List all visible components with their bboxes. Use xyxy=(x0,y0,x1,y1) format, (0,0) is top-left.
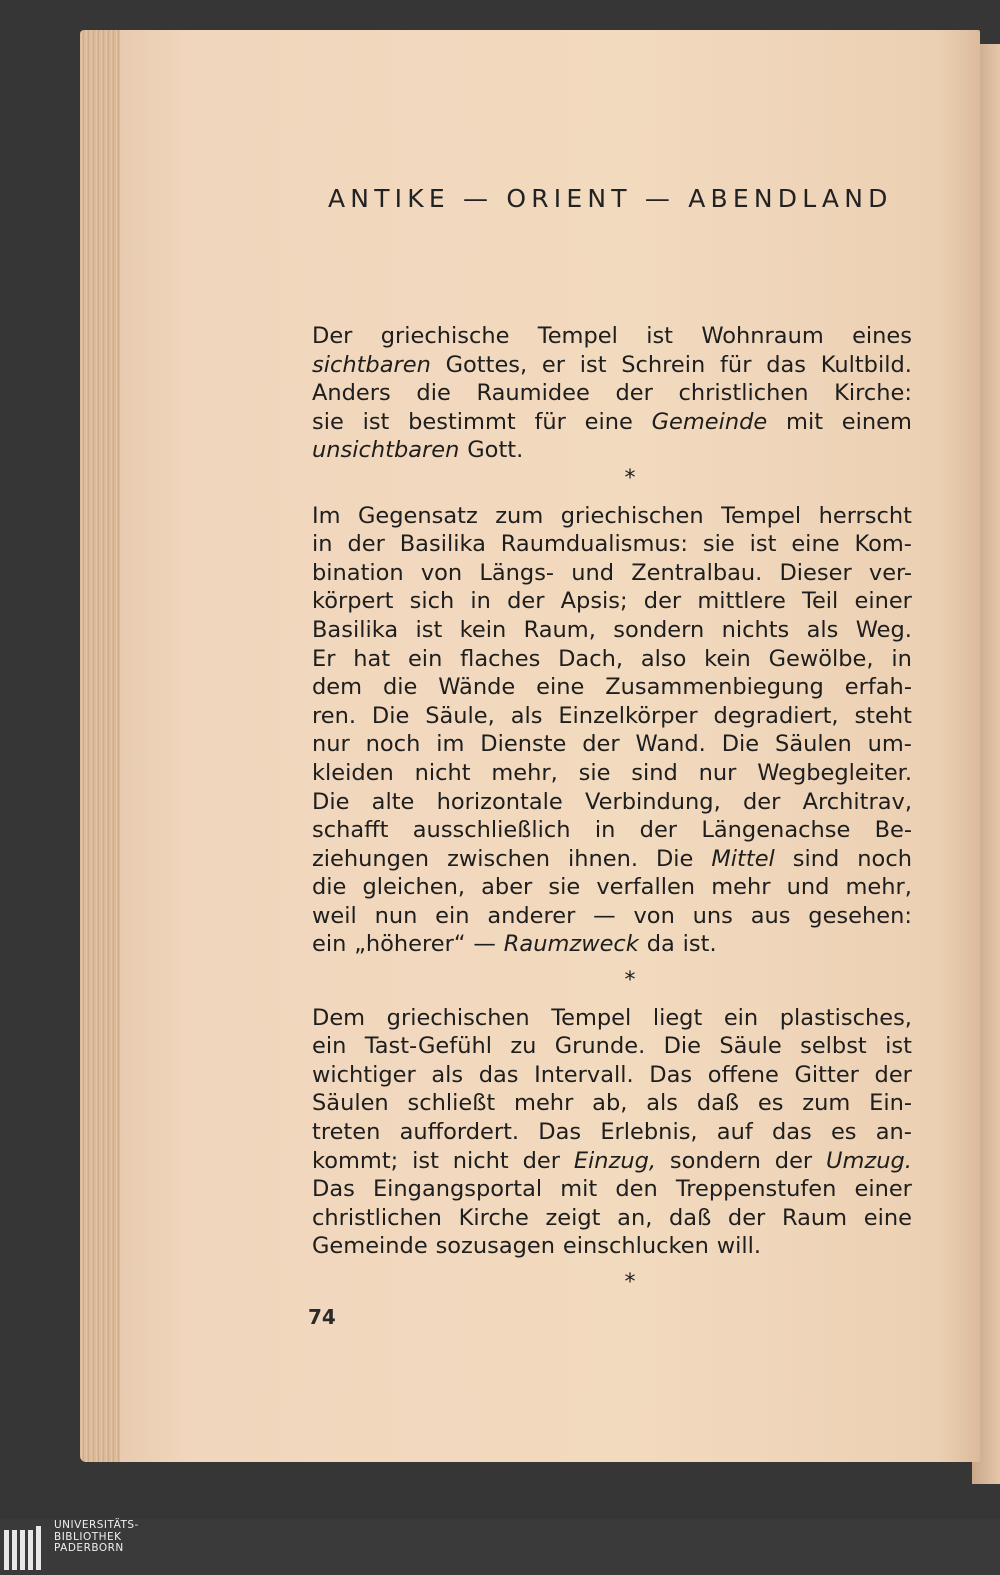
word: Wegbegleiter. xyxy=(757,759,912,786)
word: Die xyxy=(655,845,694,872)
word: und xyxy=(786,874,830,901)
word: Grunde. xyxy=(554,1033,646,1060)
word: ziehungen xyxy=(312,845,430,872)
word: mehr, xyxy=(491,759,558,786)
word: ein xyxy=(312,931,347,958)
word: der xyxy=(874,1061,912,1088)
word: für xyxy=(720,351,752,378)
word: daß xyxy=(696,1090,740,1117)
word: mehr xyxy=(514,1090,574,1117)
text-line xyxy=(312,730,912,759)
word: nur xyxy=(698,759,737,786)
word: Raum xyxy=(781,1204,848,1231)
word: Intervall. xyxy=(534,1061,634,1088)
word: die xyxy=(312,874,347,901)
body-text xyxy=(312,322,912,1298)
word: in xyxy=(594,817,616,844)
word: eine xyxy=(863,1204,912,1231)
word: ihnen. xyxy=(567,845,638,872)
word: Tast-Gefühl xyxy=(364,1033,492,1060)
text-line xyxy=(312,1061,912,1090)
word: Ein- xyxy=(869,1090,912,1117)
word: der xyxy=(507,588,545,615)
word: noch xyxy=(857,845,912,872)
word: sondern xyxy=(613,616,705,643)
word: ist xyxy=(362,408,390,435)
word: Längs- xyxy=(479,559,555,586)
text-line xyxy=(312,645,912,674)
word: nun xyxy=(374,902,418,929)
word: verfallen xyxy=(596,874,696,901)
word: „höherer“ xyxy=(354,931,466,958)
word: Die xyxy=(663,1033,701,1060)
word: einschlucken xyxy=(562,1233,709,1260)
word: hat xyxy=(353,645,391,672)
word: — xyxy=(593,902,616,929)
word: ein xyxy=(312,1033,347,1060)
word: kein xyxy=(704,645,751,672)
word: ausschließlich xyxy=(412,817,571,844)
word: Die xyxy=(312,788,350,815)
word: griechischen xyxy=(560,502,704,529)
word: eines xyxy=(852,323,912,349)
section-separator: * xyxy=(624,1270,636,1295)
word: Mittel xyxy=(711,845,775,872)
word: sondern xyxy=(669,1147,761,1174)
word: Erlebnis, xyxy=(600,1119,698,1146)
word: den xyxy=(615,1176,658,1203)
word: sie xyxy=(548,874,581,901)
word: ist xyxy=(415,616,443,643)
logo-line-3: PADERBORN xyxy=(54,1542,124,1554)
word: einer xyxy=(854,1176,912,1203)
word: Tempel xyxy=(537,323,618,349)
word: Kultbild. xyxy=(820,351,912,378)
text-line xyxy=(312,1089,912,1118)
word: aber xyxy=(481,874,533,901)
word: kleiden xyxy=(312,759,394,786)
word: Kom- xyxy=(854,531,912,558)
word: Apsis; xyxy=(560,588,628,615)
word: einem xyxy=(841,408,912,435)
word: ein xyxy=(435,902,470,929)
word: sie xyxy=(312,408,344,435)
library-logo-icon xyxy=(4,1522,48,1570)
word: Gottes, xyxy=(445,351,528,378)
page-number: 74 xyxy=(308,1305,336,1329)
logo-line-1: UNIVERSITÄTS- xyxy=(54,1519,139,1531)
word: Raum, xyxy=(523,616,596,643)
text-line xyxy=(312,502,912,531)
text-line xyxy=(312,788,912,817)
word: der xyxy=(639,817,678,844)
word: daß xyxy=(669,1204,712,1231)
word: Wände xyxy=(438,674,516,701)
word: Das xyxy=(649,1061,693,1088)
word: zu xyxy=(510,1033,537,1060)
word: nicht xyxy=(452,1147,509,1174)
word: ist xyxy=(579,351,607,378)
word: in xyxy=(891,645,912,672)
word: Zentralbau. xyxy=(631,559,763,586)
word: selbst xyxy=(800,1033,867,1060)
word: ren. xyxy=(312,702,357,729)
word: er xyxy=(541,351,565,378)
word: Das xyxy=(538,1119,582,1146)
paragraph-2 xyxy=(312,502,912,960)
word: mit xyxy=(560,1176,598,1203)
text-line xyxy=(312,1204,912,1233)
word: Im xyxy=(312,502,341,529)
word: sozusagen xyxy=(435,1233,556,1260)
word: bestimmt xyxy=(408,408,516,435)
text-line xyxy=(312,616,912,645)
word: Kirche: xyxy=(834,380,912,407)
word: das xyxy=(478,1061,519,1088)
word: ist xyxy=(885,1033,912,1060)
word: kommt; xyxy=(312,1147,399,1174)
word: flaches xyxy=(460,645,541,672)
section-separator: * xyxy=(624,968,636,994)
word: nichts xyxy=(721,616,790,643)
word: sie xyxy=(578,759,611,786)
word: Anders xyxy=(312,380,391,407)
word: Dienste xyxy=(480,731,567,758)
word: noch xyxy=(365,731,421,758)
word: Die xyxy=(371,702,410,729)
word: an- xyxy=(875,1119,912,1146)
word: sich xyxy=(409,588,455,615)
word: ein xyxy=(407,645,443,672)
word: Umzug. xyxy=(826,1147,912,1174)
word: zum xyxy=(495,502,544,529)
word: nicht xyxy=(414,759,471,786)
word: Tempel xyxy=(721,502,802,529)
word: ist xyxy=(749,531,777,558)
word: treten xyxy=(312,1119,381,1146)
word: für xyxy=(534,408,566,435)
word: kein xyxy=(459,616,507,643)
word: im xyxy=(436,731,465,758)
word: dem xyxy=(312,674,363,701)
word: mehr, xyxy=(845,874,912,901)
word: unsichtbaren xyxy=(312,437,460,464)
word: von xyxy=(633,902,675,929)
word: plastisches, xyxy=(779,1004,912,1031)
word: als xyxy=(510,702,543,729)
word: der xyxy=(743,788,781,815)
word: Eingangsportal xyxy=(372,1176,543,1203)
word: Säulen xyxy=(775,731,852,758)
text-line xyxy=(312,930,912,959)
word: die xyxy=(382,674,418,701)
word: erfah- xyxy=(844,674,912,701)
word: mittlere xyxy=(697,588,786,615)
text-line xyxy=(312,379,912,408)
word: Raumzweck xyxy=(503,931,639,958)
word: es xyxy=(830,1119,857,1146)
word: Das xyxy=(312,1176,355,1203)
word: zwischen xyxy=(447,845,550,872)
text-line xyxy=(312,587,912,616)
word: der xyxy=(582,731,620,758)
word: als xyxy=(806,616,839,643)
word: Zusammenbiegung xyxy=(605,674,824,701)
word: wichtiger xyxy=(312,1061,416,1088)
word: da xyxy=(646,931,675,958)
word: Säule xyxy=(719,1033,782,1060)
text-line xyxy=(312,408,912,437)
word: weil xyxy=(312,902,357,929)
word: Die xyxy=(721,731,760,758)
word: christlichen xyxy=(678,380,809,407)
running-head: ANTIKE — ORIENT — ABENDLAND xyxy=(328,184,893,213)
section-separator: * xyxy=(624,465,636,491)
word: Wohnraum xyxy=(701,323,824,349)
word: einer xyxy=(854,588,912,615)
word: uns xyxy=(692,902,733,929)
word: herrscht xyxy=(818,502,912,529)
word: mit xyxy=(786,408,824,435)
word: Be- xyxy=(874,817,912,844)
word: Tempel xyxy=(551,1004,632,1031)
word: aus xyxy=(750,902,791,929)
word: Säule, xyxy=(425,702,495,729)
word: eine xyxy=(791,531,840,558)
text-line xyxy=(312,351,912,380)
word: Schrein xyxy=(621,351,706,378)
text-line xyxy=(312,559,912,588)
footer-bar xyxy=(0,1519,1000,1575)
word: Raumdualismus: xyxy=(500,531,688,558)
word: sind xyxy=(792,845,840,872)
text-line xyxy=(312,1004,912,1033)
word: horizontale xyxy=(436,788,563,815)
word: sie xyxy=(702,531,735,558)
word: an, xyxy=(617,1204,653,1231)
word: Gewölbe, xyxy=(768,645,874,672)
word: Er xyxy=(312,645,336,672)
word: griechischen xyxy=(386,1004,530,1031)
word: bination xyxy=(312,559,404,586)
text-line xyxy=(312,1232,912,1261)
word: und xyxy=(571,559,615,586)
word: zum xyxy=(802,1090,851,1117)
word: von xyxy=(420,559,463,586)
word: Gemeinde xyxy=(312,1233,428,1260)
word: ab, xyxy=(592,1090,628,1117)
word: sind xyxy=(631,759,678,786)
text-line xyxy=(312,759,912,788)
word: der xyxy=(347,531,385,558)
word: als xyxy=(431,1061,464,1088)
word: degradiert, xyxy=(713,702,839,729)
word: der xyxy=(615,380,653,407)
word: schafft xyxy=(312,817,389,844)
word: Gemeinde xyxy=(651,408,768,435)
text-line xyxy=(312,1147,912,1176)
word: auf xyxy=(716,1119,753,1146)
word: der xyxy=(727,1204,766,1231)
word: Teil xyxy=(802,588,839,615)
word: Verbindung, xyxy=(584,788,721,815)
text-line xyxy=(312,1175,912,1204)
word: um- xyxy=(867,731,912,758)
word: sichtbaren xyxy=(312,351,431,378)
library-logo-text xyxy=(54,1520,139,1555)
word: griechische xyxy=(380,323,510,349)
word: Basilika xyxy=(399,531,486,558)
word: der xyxy=(774,1147,813,1174)
word: anderer xyxy=(487,902,576,929)
text-line xyxy=(312,816,912,845)
word: Gegensatz xyxy=(358,502,478,529)
word: Treppenstufen xyxy=(675,1176,837,1203)
word: liegt xyxy=(652,1004,703,1031)
text-line xyxy=(312,436,912,465)
word: es xyxy=(757,1090,784,1117)
word: gesehen: xyxy=(808,902,912,929)
word: eine xyxy=(584,408,633,435)
text-line xyxy=(312,530,912,559)
word: Dieser xyxy=(779,559,852,586)
word: die xyxy=(416,380,451,407)
word: der xyxy=(643,588,682,615)
text-line xyxy=(312,1032,912,1061)
word: mehr xyxy=(711,874,771,901)
text-line xyxy=(312,873,912,902)
word: Der xyxy=(312,323,353,349)
word: ist. xyxy=(682,931,717,958)
text-line xyxy=(312,902,912,931)
word: ein xyxy=(723,1004,759,1031)
word: steht xyxy=(854,702,912,729)
word: Wand. xyxy=(635,731,706,758)
text-line xyxy=(312,1118,912,1147)
word: Gott. xyxy=(467,437,524,464)
word: Längenachse xyxy=(701,817,851,844)
text-line xyxy=(312,673,912,702)
text-line xyxy=(312,845,912,874)
text-line xyxy=(312,702,912,731)
word: zeigt xyxy=(545,1204,601,1231)
word: schließt xyxy=(407,1090,496,1117)
word: also xyxy=(640,645,687,672)
word: das xyxy=(771,1119,812,1146)
word: offene xyxy=(707,1061,779,1088)
word: in xyxy=(312,531,333,558)
word: Einzug, xyxy=(573,1147,657,1174)
word: Einzelkörper xyxy=(558,702,698,729)
word: ist xyxy=(412,1147,439,1174)
word: Dach, xyxy=(558,645,624,672)
word: Architrav, xyxy=(802,788,912,815)
word: der xyxy=(522,1147,560,1174)
word: eine xyxy=(536,674,585,701)
word: in xyxy=(470,588,491,615)
word: Säulen xyxy=(312,1090,389,1117)
word: christlichen xyxy=(312,1204,442,1231)
word: Raumidee xyxy=(476,380,590,407)
word: will. xyxy=(716,1233,762,1260)
paragraph-1 xyxy=(312,322,912,465)
word: — xyxy=(473,931,496,958)
paragraph-3 xyxy=(312,1004,912,1261)
word: gleichen, xyxy=(362,874,466,901)
word: als xyxy=(646,1090,678,1117)
word: Weg. xyxy=(855,616,912,643)
word: auffordert. xyxy=(399,1119,520,1146)
word: nur xyxy=(312,731,350,758)
word: körpert xyxy=(312,588,394,615)
word: alte xyxy=(371,788,415,815)
word: ver- xyxy=(868,559,912,586)
logo-line-2: BIBLIOTHEK xyxy=(54,1530,122,1543)
word: Basilika xyxy=(312,616,399,643)
word: Dem xyxy=(312,1004,366,1031)
word: ist xyxy=(646,323,673,349)
word: Gitter xyxy=(794,1061,859,1088)
word: Kirche xyxy=(458,1204,529,1231)
word: das xyxy=(766,351,806,378)
text-line xyxy=(312,322,912,351)
